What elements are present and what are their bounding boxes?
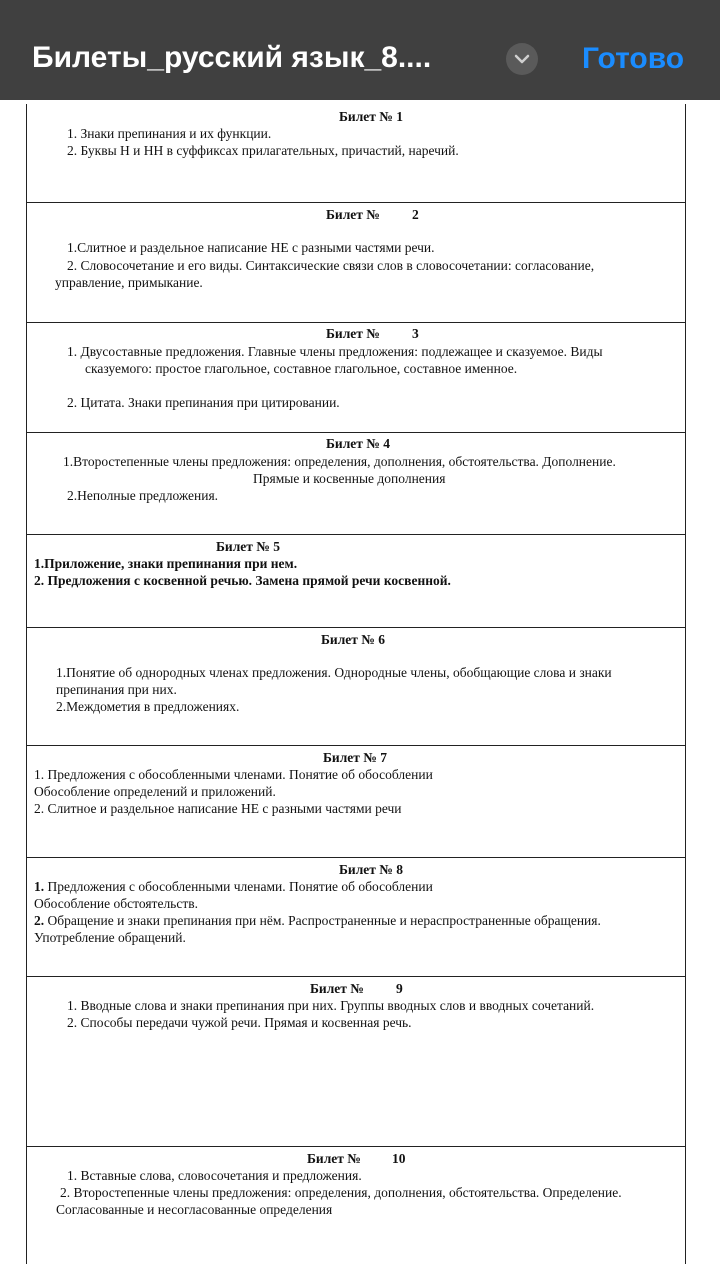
ticket-number: 3: [412, 326, 419, 341]
ticket-title: Билет №: [307, 1151, 361, 1166]
ticket-line: 1. Предложения с обособленными членами. Понятие об обособлении: [34, 767, 433, 782]
ticket-line: 1.Слитное и раздельное написание НЕ с разными частями речи.: [67, 240, 435, 255]
ticket-5: [27, 535, 685, 628]
ticket-title: Билет № 6: [321, 632, 385, 647]
ticket-line: Прямые и косвенные дополнения: [253, 471, 446, 486]
ticket-3: [27, 323, 685, 433]
ticket-line: [34, 912, 601, 929]
ticket-number: 10: [392, 1151, 406, 1166]
ticket-line: Обособление обстоятельств.: [34, 896, 198, 911]
ticket-line: сказуемого: простое глагольное, составное глагольное, составное именное.: [85, 361, 518, 376]
ticket-6: [27, 628, 685, 746]
ticket-4: [27, 433, 685, 535]
item-text: Предложения с обособленными членами. Понятие об обособлении: [44, 879, 433, 894]
item-number: 2.: [34, 913, 45, 928]
ticket-line: 2. Словосочетание и его виды. Синтаксические связи слов в словосочетании: согласование,: [67, 258, 595, 273]
ticket-number: 9: [396, 981, 403, 996]
ticket-line: 1. Двусоставные предложения. Главные члены предложения: подлежащее и сказуемое. Виды: [67, 344, 603, 359]
ticket-title: Билет № 1: [339, 109, 403, 124]
ticket-8: [27, 858, 685, 977]
ticket-line: 1. Вставные слова, словосочетания и предложения.: [67, 1168, 362, 1183]
ticket-title: Билет № 4: [326, 436, 390, 451]
item-text: Обращение и знаки препинания при нём. Распространенные и нераспространенные обращения.: [44, 913, 601, 928]
ticket-line: 1. Вводные слова и знаки препинания при них. Группы вводных слов и вводных сочетаний.: [67, 998, 595, 1013]
ticket-10: [27, 1147, 685, 1264]
ticket-line: 2. Слитное и раздельное написание НЕ с разными частями речи: [34, 801, 402, 816]
ticket-title: Билет № 8: [339, 862, 403, 877]
item-number: 1.: [34, 879, 45, 894]
ticket-1: [27, 104, 685, 203]
ticket-title: Билет №: [326, 326, 380, 341]
ticket-line: 2.Междометия в предложениях.: [56, 699, 240, 714]
ticket-line: Согласованные и несогласованные определения: [56, 1202, 333, 1217]
ticket-title: Билет № 7: [323, 750, 387, 765]
document-title: Билеты_русский язык_8....: [32, 41, 432, 74]
ticket-line: Употребление обращений.: [34, 930, 186, 945]
top-bar: [0, 0, 720, 100]
title-menu-button[interactable]: [506, 43, 538, 75]
ticket-number: 2: [412, 207, 419, 222]
done-button[interactable]: Готово: [582, 42, 685, 75]
ticket-2: [27, 203, 685, 323]
ticket-title: Билет №: [326, 207, 380, 222]
ticket-line: управление, примыкание.: [55, 275, 203, 290]
ticket-line: 1. Знаки препинания и их функции.: [67, 126, 272, 141]
ticket-line: препинания при них.: [56, 682, 177, 697]
ticket-line: [34, 878, 433, 895]
chevron-down-icon: [514, 52, 530, 66]
ticket-line: 2.Неполные предложения.: [67, 488, 219, 503]
ticket-line: 2. Цитата. Знаки препинания при цитировании.: [67, 395, 340, 410]
ticket-9: [27, 977, 685, 1147]
ticket-7: [27, 746, 685, 858]
ticket-line: 2. Второстепенные члены предложения: определения, дополнения, обстоятельства. Определение.: [60, 1185, 622, 1200]
ticket-line: 2. Способы передачи чужой речи. Прямая и косвенная речь.: [67, 1015, 412, 1030]
ticket-line: 1.Приложение, знаки препинания при нем.: [34, 556, 298, 571]
ticket-line: 2. Буквы Н и НН в суффиксах прилагательных, причастий, наречий.: [67, 143, 459, 158]
ticket-line: Обособление определений и приложений.: [34, 784, 276, 799]
ticket-line: 1.Второстепенные члены предложения: определения, дополнения, обстоятельства. Дополнение.: [63, 454, 616, 469]
ticket-line: 1.Понятие об однородных членах предложения. Однородные члены, обобщающие слова и знаки: [56, 665, 612, 680]
document-table[interactable]: [26, 104, 686, 1264]
ticket-title: Билет № 5: [216, 539, 280, 554]
ticket-title: Билет №: [310, 981, 364, 996]
ticket-line: 2. Предложения с косвенной речью. Замена прямой речи косвенной.: [34, 573, 451, 588]
